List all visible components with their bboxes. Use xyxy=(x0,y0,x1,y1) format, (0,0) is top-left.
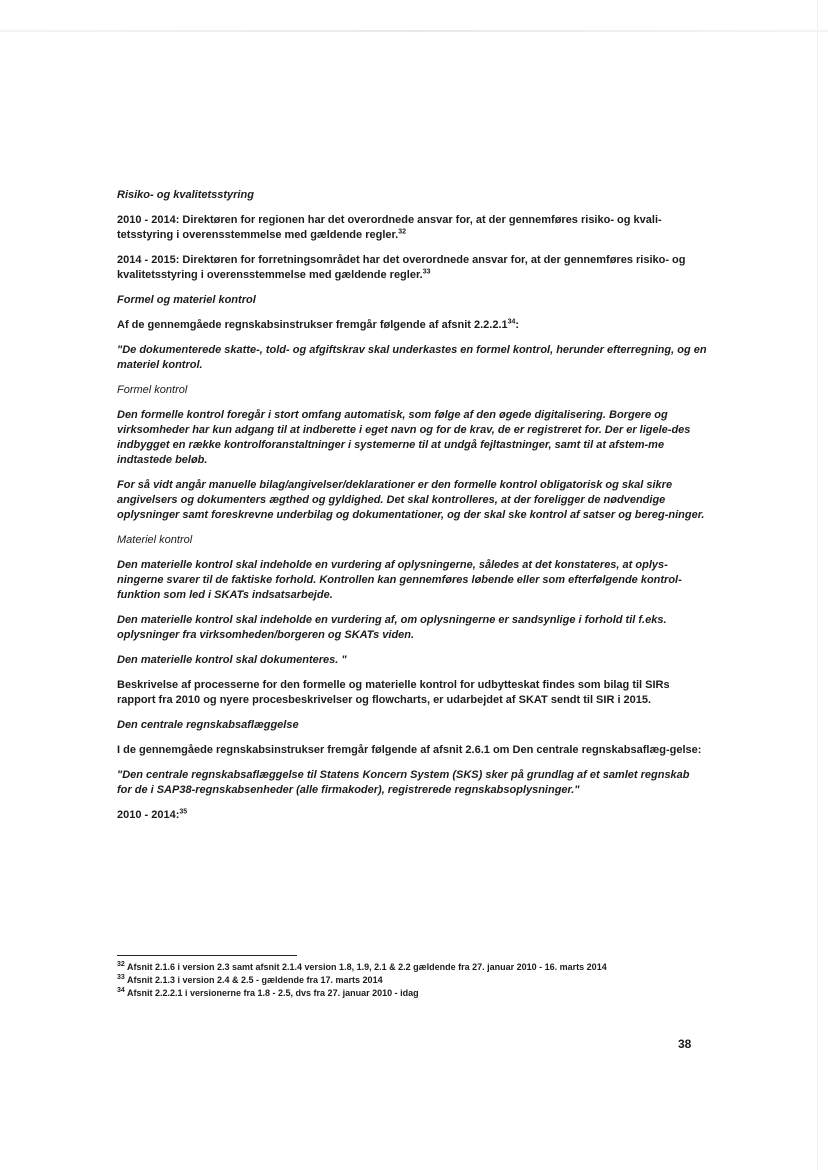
para-intro-text: Af de gennemgåede regnskabsinstrukser fremgår følgende af afsnit 2.2.2.1 xyxy=(117,319,508,331)
footnote-ref-35: 35 xyxy=(179,808,188,816)
scan-edge-right xyxy=(817,0,818,1170)
para-central: I de gennemgåede regnskabsinstrukser fremgår følgende af afsnit 2.6.1 om Den centrale regnskabsaflæg-gelse: xyxy=(117,744,702,756)
footnote-text: Afsnit 2.1.6 i version 2.3 samt afsnit 2.1.4 version 1.8, 1.9, 2.1 & 2.2 gældende fra 27. januar 2010 - 16. marts 2014 xyxy=(126,962,607,972)
para-2010-2014 xyxy=(117,213,707,243)
heading-formal-material: Formel og materiel kontrol xyxy=(117,294,256,306)
page-number: 38 xyxy=(678,1037,692,1051)
footnote-ref-32: 32 xyxy=(398,228,407,236)
footnote-text: Afsnit 2.2.2.1 i versionerne fra 1.8 - 2.5, dvs fra 27. januar 2010 - idag xyxy=(126,988,419,998)
heading-material-control: Materiel kontrol xyxy=(117,534,193,546)
quote-4: Den materielle kontrol skal indeholde en vurdering af oplysningerne, således at det konstateres, at oplys-ningerne svarer til de faktiske forhold. Kontrollen kan gennemføres løbende eller som efterfølgende kontrol-funktion som led i SKATs indsatsarbejde. xyxy=(117,559,682,601)
footnote-num: 34 xyxy=(117,987,125,994)
footnotes xyxy=(117,961,707,1000)
quote-5: Den materielle kontrol skal indeholde en vurdering af, om oplysningerne er sandsynlige i forhold til f.eks. oplysninger fra virksomheden/borgeren og SKATs viden. xyxy=(117,614,667,641)
footnote-ref-33: 33 xyxy=(422,268,431,276)
quote-6: Den materielle kontrol skal dokumenteres. " xyxy=(117,654,347,666)
heading-central: Den centrale regnskabsaflæggelse xyxy=(117,719,299,731)
quote-3: For så vidt angår manuelle bilag/angivelser/deklarationer er den formelle kontrol obligatorisk og skal sikre angivelsers og dokumenters ægthed og gyldighed. Det skal kontrolleres, at der foreligger de nødvendige oplysninger samt foreskrevne underbilag og dokumentationer, og der skal ske kontrol af satser og bereg-ninger. xyxy=(117,479,705,521)
quote-1: "De dokumenterede skatte-, told- og afgiftskrav skal underkastes en formel kontrol, herunder efterregning, og en materiel kontrol. xyxy=(117,344,707,371)
para-intro-colon: : xyxy=(515,319,520,331)
heading-formal-control: Formel kontrol xyxy=(117,384,188,396)
page-content xyxy=(117,188,707,833)
heading-risk: Risiko- og kvalitetsstyring xyxy=(117,189,254,201)
footnote-num: 32 xyxy=(117,961,125,968)
footnote-num: 33 xyxy=(117,974,125,981)
para-2014-2015 xyxy=(117,253,707,283)
para-2010-text: 2010 - 2014: Direktøren for regionen har det overordnede ansvar for, at der gennemføres risiko- og kvali-tetsstyring i overensstemmelse med gældende regler. xyxy=(117,214,662,241)
footnote-34 xyxy=(117,987,707,1000)
quote-2: Den formelle kontrol foregår i stort omfang automatisk, som følge af den øgede digitalisering. Borgere og virksomheder har kun adgang til at indberette i eget navn og for de krav, de er registreret for. Der er ligele-des indbygget en række kontrolforanstaltninger i systemerne til at undgå fejltastninger, samt til at afstem-me indtastede beløb. xyxy=(117,409,691,466)
para-final-text: 2010 - 2014: xyxy=(117,809,180,821)
footnote-33 xyxy=(117,974,707,987)
footnote-32 xyxy=(117,961,707,974)
para-final xyxy=(117,808,707,823)
footnote-ref-34: 34 xyxy=(507,318,516,326)
scan-edge-top xyxy=(0,30,828,32)
para-description: Beskrivelse af processerne for den formelle og materielle kontrol for udbytteskat findes som bilag til SIRs rapport fra 2010 og nyere procesbeskrivelser og flowcharts, er udarbejdet af SKAT sendt til SIR i 2015. xyxy=(117,679,670,706)
para-2014-text: 2014 - 2015: Direktøren for forretningsområdet har det overordnede ansvar for, at der gennemføres risiko- og kvalitetsstyring i overensstemmelse med gældende regler. xyxy=(117,254,686,281)
footnote-text: Afsnit 2.1.3 i version 2.4 & 2.5 - gældende fra 17. marts 2014 xyxy=(126,975,383,985)
para-intro xyxy=(117,318,707,333)
footnote-rule xyxy=(117,955,297,956)
quote-central: "Den centrale regnskabsaflæggelse til Statens Koncern System (SKS) sker på grundlag af et samlet regnskab for de i SAP38-regnskabsenheder (alle firmakoder), registrerede regnskabsoplysninger." xyxy=(117,769,690,796)
